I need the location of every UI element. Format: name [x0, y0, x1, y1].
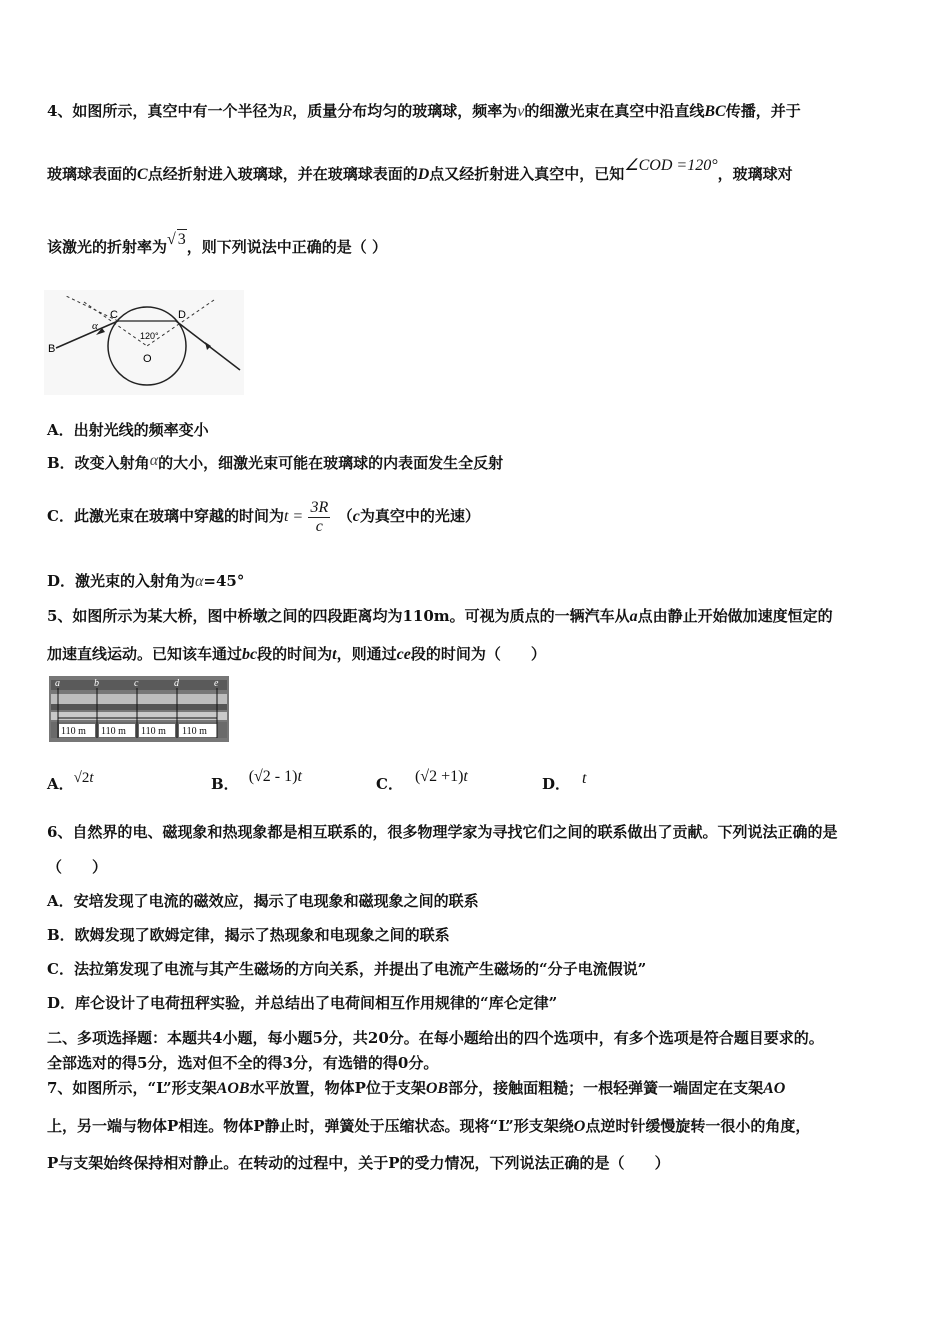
section2-heading-line-1: 二、多项选择题：本题共4小题，每小题5分，共20分。在每小题给出的四个选项中，有多个选项是符合题目要求的。 [47, 1029, 824, 1047]
q7-line-1: 7、如图所示，“L”形支架AOB水平放置，物体P位于支架OB部分，接触面粗糙；一根轻弹簧一端固定在支架AO [47, 1079, 786, 1097]
q6-line-2: （ ） [47, 858, 108, 876]
bridge-point-d: d [174, 678, 179, 689]
q7-line-3: P与支架始终保持相对静止。在转动的过程中，关于P的受力情况，下列说法正确的是（ ） [47, 1154, 670, 1172]
q4-option-b: B．改变入射角α的大小，细激光束可能在玻璃球的内表面发生全反射 [47, 452, 504, 472]
bridge-point-c: c [134, 678, 139, 689]
q5-option-b: B． (√2 - 1)t [211, 768, 302, 793]
q6-option-d: D．库仑设计了电荷扭秤实验，并总结出了电荷间相互作用规律的“库仑定律” [47, 994, 558, 1012]
q4-glass-sphere-figure [44, 290, 244, 395]
q5-option-a: A．√2t [47, 770, 94, 793]
q5-bridge-figure [49, 676, 229, 742]
label-alpha: α [92, 320, 98, 332]
q4-line-1: 4、如图所示，真空中有一个半径为R，质量分布均匀的玻璃球，频率为ν的细激光束在真空中沿直线BC传播，并于 [47, 102, 801, 120]
bridge-point-e: e [214, 678, 219, 689]
bridge-segment-2: 110 m [101, 726, 126, 737]
label-angle: 120° [140, 331, 159, 341]
q7-line-2: 上，另一端与物体P相连。物体P静止时，弹簧处于压缩状态。现将“L”形支架绕O点逆时针缓慢旋转一很小的角度， [47, 1117, 811, 1135]
label-B: B [48, 343, 56, 355]
q6-line-1: 6、自然界的电、磁现象和热现象都是相互联系的，很多物理学家为寻找它们之间的联系做出了贡献。下列说法正确的是 [47, 823, 838, 841]
label-C: C [110, 309, 118, 321]
bridge-point-b: b [94, 678, 99, 689]
q4-option-c: C．此激光束在玻璃中穿越的时间为t = $\frac{3R}{c}$ （c为真空中的光速） [47, 498, 480, 535]
q6-option-a: A．安培发现了电流的磁效应，揭示了电现象和磁现象之间的联系 [47, 892, 479, 910]
bridge-segment-3: 110 m [141, 726, 166, 737]
q4-option-a: A．出射光线的频率变小 [47, 421, 209, 439]
q4-option-d: D．激光束的入射角为α=45° [47, 572, 245, 590]
label-D: D [178, 309, 186, 321]
bridge-segment-1: 110 m [61, 726, 86, 737]
section2-heading-line-2: 全部选对的得5分，选对但不全的得3分，有选错的得0分。 [47, 1054, 439, 1072]
bridge-segment-4: 110 m [182, 726, 207, 737]
q4-line-3: 该激光的折射率为√ 3，则下列说法中正确的是（ ） [47, 231, 388, 256]
bridge-point-a: a [55, 678, 60, 689]
q6-option-b: B．欧姆发现了欧姆定律，揭示了热现象和电现象之间的联系 [47, 926, 450, 944]
q5-line-2: 加速直线运动。已知该车通过bc段的时间为t，则通过ce段的时间为（ ） [47, 645, 546, 663]
q5-option-c: C． (√2 +1)t [376, 768, 468, 793]
q4-line-2: 玻璃球表面的C点经折射进入玻璃球，并在玻璃球表面的D点又经折射进入真空中，已知∠COD =120°，玻璃球对 [47, 157, 793, 183]
q6-option-c: C．法拉第发现了电流与其产生磁场的方向关系，并提出了电流产生磁场的“分子电流假说” [47, 960, 647, 978]
label-O: O [143, 353, 152, 365]
q5-option-d: D． t [542, 770, 587, 793]
q5-line-1: 5、如图所示为某大桥，图中桥墩之间的四段距离均为110m。可视为质点的一辆汽车从a点由静止开始做加速度恒定的 [47, 607, 833, 625]
